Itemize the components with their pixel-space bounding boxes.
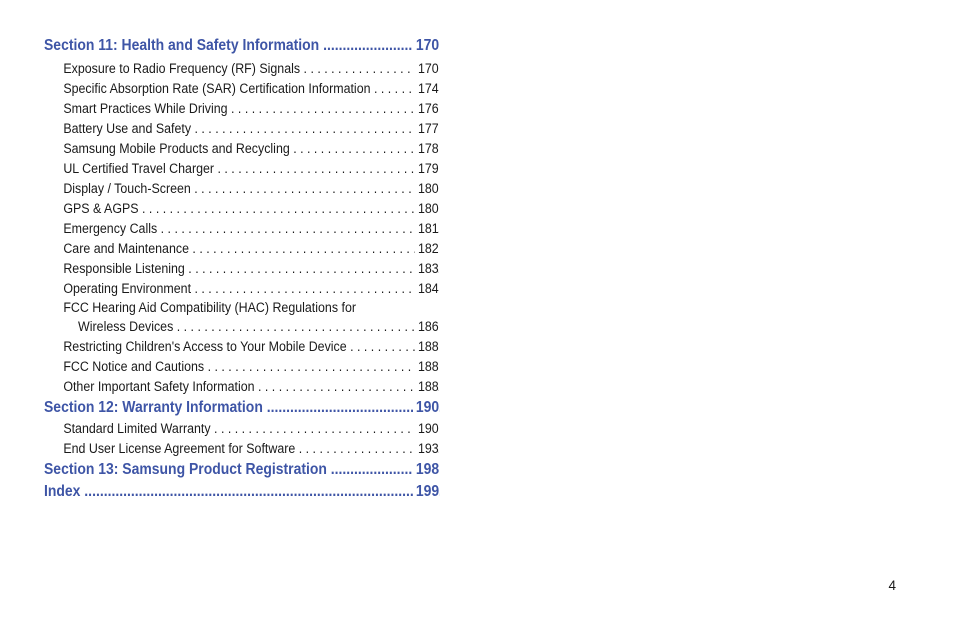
toc-entry-page: 181 [415, 219, 438, 239]
toc-entry-page: 177 [415, 119, 438, 139]
toc-entry-title: Care and Maintenance [63, 241, 189, 256]
toc-entry-title: Battery Use and Safety [63, 121, 192, 136]
toc-entry-page: 180 [415, 179, 438, 199]
toc-entry-title: Display / Touch-Screen [63, 181, 191, 196]
toc-entry-title: Responsible Listening [63, 261, 185, 276]
toc-entry[interactable] [44, 377, 439, 397]
toc-entry-page: 186 [415, 317, 438, 337]
toc-entry-page: 176 [415, 99, 438, 119]
toc-entry[interactable] [44, 419, 439, 439]
toc-entry-title: Specific Absorption Rate (SAR) Certification Information [63, 81, 371, 96]
toc-entry[interactable] [44, 159, 439, 179]
toc-entry[interactable] [44, 279, 439, 299]
toc-entry-title: GPS & AGPS [63, 201, 139, 216]
toc-entry[interactable] [44, 59, 439, 79]
toc-entry-title: Operating Environment [63, 281, 192, 296]
toc-entry[interactable] [44, 239, 439, 259]
toc-entry[interactable] [44, 179, 439, 199]
toc-entry-title: Smart Practices While Driving [63, 101, 228, 116]
toc-section-title: Section 12: Warranty Information [44, 399, 263, 416]
toc-entry-title: Standard Limited Warranty [63, 421, 211, 436]
toc-entry-page: 170 [415, 59, 438, 79]
toc-entry-page: 174 [415, 79, 438, 99]
toc-entry-title: Exposure to Radio Frequency (RF) Signals [63, 61, 301, 76]
toc-entry-page: 179 [415, 159, 438, 179]
toc-entry-title: End User License Agreement for Software [63, 441, 296, 456]
toc-section-13[interactable] [44, 459, 439, 481]
toc-entry-hac[interactable] [44, 299, 439, 337]
toc-section-title: Index [44, 483, 81, 500]
table-of-contents [44, 35, 439, 503]
toc-entry-page: 193 [415, 439, 438, 459]
page-number: 4 [888, 578, 896, 593]
toc-entry[interactable] [44, 119, 439, 139]
toc-entry[interactable] [44, 219, 439, 239]
toc-entry[interactable] [44, 259, 439, 279]
toc-section-title: Section 11: Health and Safety Information [44, 37, 320, 54]
toc-entry-page: 178 [415, 139, 438, 159]
toc-entry-title: Samsung Mobile Products and Recycling [63, 141, 290, 156]
toc-entry-title-line2: Wireless Devices [78, 319, 174, 334]
toc-index[interactable] [44, 481, 439, 503]
toc-entry-page: 184 [415, 279, 438, 299]
toc-section-page: 170 [413, 35, 439, 57]
toc-entry-page: 188 [415, 377, 438, 397]
toc-entry[interactable] [44, 139, 439, 159]
toc-entry-page: 188 [415, 357, 438, 377]
toc-entry-title: UL Certified Travel Charger [63, 161, 215, 176]
toc-entry-title: FCC Notice and Cautions [63, 359, 205, 374]
toc-entry-page: 183 [415, 259, 438, 279]
toc-entry-page: 188 [415, 337, 438, 357]
toc-entry-page: 180 [415, 199, 438, 219]
toc-entry-page: 182 [415, 239, 438, 259]
toc-section-title: Section 13: Samsung Product Registration [44, 461, 327, 478]
toc-entry[interactable] [44, 357, 439, 377]
toc-section-12[interactable] [44, 397, 439, 419]
toc-entry-title: Emergency Calls [63, 221, 158, 236]
toc-entry[interactable] [44, 439, 439, 459]
toc-entry[interactable] [44, 79, 439, 99]
toc-section-11[interactable] [44, 35, 439, 57]
toc-entry-title: Restricting Children's Access to Your Mobile Device [63, 339, 347, 354]
toc-section-page: 199 [413, 481, 439, 503]
toc-section-page: 198 [413, 459, 439, 481]
toc-entry-page: 190 [415, 419, 438, 439]
toc-entry-title: Other Important Safety Information [63, 379, 255, 394]
toc-section-page: 190 [413, 397, 439, 419]
toc-entry-title-line1: FCC Hearing Aid Compatibility (HAC) Regulations for [63, 300, 356, 315]
toc-entry[interactable] [44, 99, 439, 119]
toc-entry[interactable] [44, 199, 439, 219]
toc-entry[interactable] [44, 337, 439, 357]
